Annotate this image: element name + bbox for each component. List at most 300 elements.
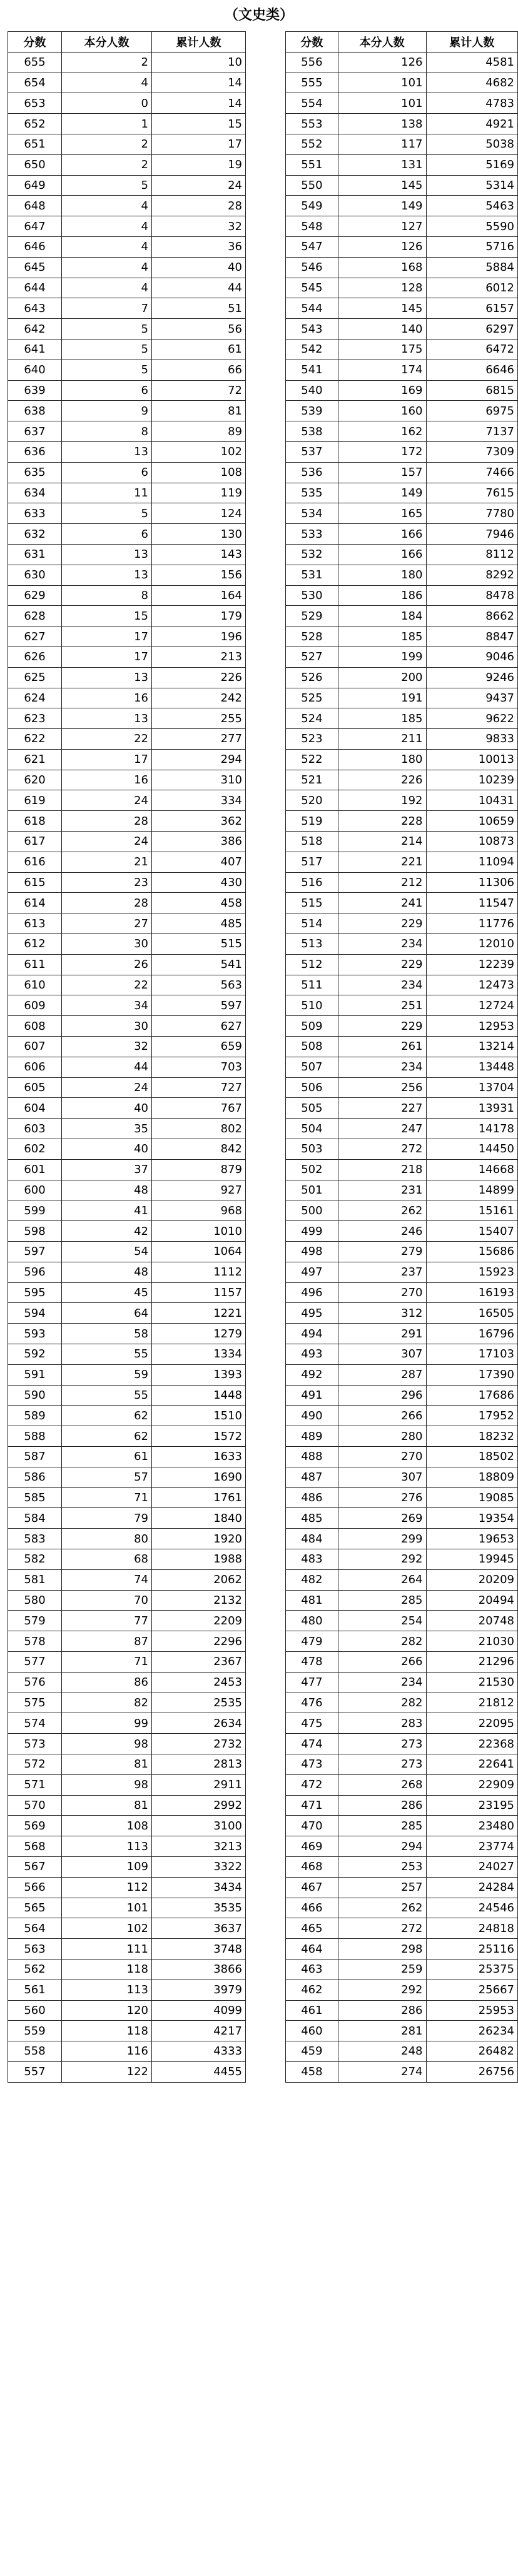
cumulative-cell: 1920 [152, 1529, 246, 1549]
score-cell: 640 [8, 360, 62, 380]
table-row [8, 1856, 246, 1877]
table-row [286, 975, 518, 995]
count-cell: 191 [338, 688, 426, 708]
score-cell: 636 [8, 441, 62, 462]
count-cell: 296 [338, 1385, 426, 1406]
cumulative-cell: 541 [152, 954, 246, 975]
count-cell: 273 [338, 1734, 426, 1754]
cumulative-cell: 2992 [152, 1795, 246, 1816]
count-cell: 180 [338, 749, 426, 770]
count-cell: 185 [338, 708, 426, 729]
score-cell: 560 [8, 2000, 62, 2021]
count-cell: 59 [62, 1364, 152, 1385]
cumulative-cell: 3100 [152, 1816, 246, 1836]
count-cell: 246 [338, 1221, 426, 1242]
cumulative-cell: 6012 [426, 278, 518, 298]
count-cell: 9 [62, 401, 152, 421]
cumulative-cell: 968 [152, 1200, 246, 1221]
table-row [8, 73, 246, 93]
header-count: 本分人数 [338, 32, 426, 53]
count-cell: 180 [338, 565, 426, 585]
count-cell: 165 [338, 503, 426, 524]
score-cell: 625 [8, 667, 62, 688]
cumulative-cell: 6157 [426, 298, 518, 319]
score-cell: 516 [286, 872, 338, 893]
table-row [8, 2021, 246, 2041]
cumulative-cell: 1510 [152, 1406, 246, 1426]
count-cell: 307 [338, 1467, 426, 1487]
cumulative-cell: 119 [152, 483, 246, 503]
table-row [286, 729, 518, 750]
cumulative-cell: 703 [152, 1057, 246, 1077]
score-cell: 624 [8, 688, 62, 708]
table-row [8, 1426, 246, 1447]
cumulative-cell: 5590 [426, 216, 518, 237]
score-cell: 519 [286, 811, 338, 832]
table-row [286, 1364, 518, 1385]
count-cell: 98 [62, 1774, 152, 1795]
score-cell: 639 [8, 380, 62, 401]
cumulative-cell: 32 [152, 216, 246, 237]
table-row [286, 134, 518, 154]
cumulative-cell: 22095 [426, 1713, 518, 1734]
count-cell: 145 [338, 298, 426, 319]
cumulative-cell: 196 [152, 626, 246, 647]
count-cell: 5 [62, 339, 152, 360]
cumulative-cell: 5884 [426, 257, 518, 278]
cumulative-cell: 294 [152, 749, 246, 770]
cumulative-cell: 2453 [152, 1672, 246, 1693]
cumulative-cell: 563 [152, 975, 246, 995]
score-cell: 609 [8, 995, 62, 1016]
cumulative-cell: 11547 [426, 893, 518, 913]
cumulative-cell: 21812 [426, 1693, 518, 1713]
count-cell: 57 [62, 1467, 152, 1487]
count-cell: 270 [338, 1446, 426, 1467]
table-row [286, 360, 518, 380]
score-cell: 654 [8, 73, 62, 93]
cumulative-cell: 2535 [152, 1693, 246, 1713]
table-row [8, 1221, 246, 1242]
table-row [286, 339, 518, 360]
cumulative-cell: 255 [152, 708, 246, 729]
cumulative-cell: 26234 [426, 2021, 518, 2041]
score-cell: 650 [8, 154, 62, 175]
count-cell: 112 [62, 1877, 152, 1898]
score-cell: 542 [286, 339, 338, 360]
count-cell: 21 [62, 852, 152, 872]
count-cell: 281 [338, 2021, 426, 2041]
cumulative-cell: 19085 [426, 1487, 518, 1508]
count-cell: 23 [62, 872, 152, 893]
cumulative-cell: 4783 [426, 93, 518, 114]
table-row [286, 1098, 518, 1119]
count-cell: 101 [338, 73, 426, 93]
table-row [286, 1324, 518, 1344]
cumulative-cell: 4455 [152, 2061, 246, 2082]
cumulative-cell: 51 [152, 298, 246, 319]
score-cell: 557 [8, 2061, 62, 2082]
score-cell: 614 [8, 893, 62, 913]
score-cell: 468 [286, 1856, 338, 1877]
count-cell: 269 [338, 1508, 426, 1529]
count-cell: 82 [62, 1693, 152, 1713]
cumulative-cell: 14668 [426, 1159, 518, 1180]
table-row [8, 1119, 246, 1139]
table-row [286, 257, 518, 278]
score-cell: 652 [8, 114, 62, 134]
cumulative-cell: 164 [152, 585, 246, 606]
count-cell: 109 [62, 1856, 152, 1877]
score-cell: 497 [286, 1262, 338, 1282]
score-cell: 470 [286, 1816, 338, 1836]
table-row [286, 1549, 518, 1569]
cumulative-cell: 21030 [426, 1631, 518, 1652]
table-row [286, 1611, 518, 1631]
count-cell: 127 [338, 216, 426, 237]
cumulative-cell: 22909 [426, 1774, 518, 1795]
count-cell: 2 [62, 154, 152, 175]
table-row [286, 73, 518, 93]
score-cell: 653 [8, 93, 62, 114]
table-row [8, 196, 246, 216]
count-cell: 55 [62, 1344, 152, 1365]
cumulative-cell: 226 [152, 667, 246, 688]
count-cell: 101 [62, 1898, 152, 1918]
score-cell: 504 [286, 1119, 338, 1139]
score-cell: 547 [286, 236, 338, 257]
table-row [286, 1774, 518, 1795]
count-cell: 13 [62, 667, 152, 688]
count-cell: 285 [338, 1590, 426, 1611]
score-cell: 595 [8, 1282, 62, 1303]
score-cell: 545 [286, 278, 338, 298]
score-cell: 469 [286, 1836, 338, 1857]
table-row [8, 995, 246, 1016]
table-row [286, 1282, 518, 1303]
score-cell: 528 [286, 626, 338, 647]
score-cell: 562 [8, 1959, 62, 1980]
score-cell: 524 [286, 708, 338, 729]
score-cell: 559 [8, 2021, 62, 2041]
cumulative-cell: 22368 [426, 1734, 518, 1754]
table-row [286, 1344, 518, 1365]
table-row [286, 1754, 518, 1774]
count-cell: 149 [338, 483, 426, 503]
score-cell: 570 [8, 1795, 62, 1816]
cumulative-cell: 842 [152, 1139, 246, 1160]
count-cell: 298 [338, 1939, 426, 1960]
score-cell: 543 [286, 319, 338, 340]
cumulative-cell: 66 [152, 360, 246, 380]
score-cell: 474 [286, 1734, 338, 1754]
cumulative-cell: 7780 [426, 503, 518, 524]
cumulative-cell: 11306 [426, 872, 518, 893]
table-row [286, 606, 518, 626]
count-cell: 4 [62, 196, 152, 216]
table-row [286, 196, 518, 216]
cumulative-cell: 9833 [426, 729, 518, 750]
table-row [8, 1754, 246, 1774]
count-cell: 2 [62, 52, 152, 73]
table-row [8, 1467, 246, 1487]
score-cell: 651 [8, 134, 62, 154]
count-cell: 214 [338, 832, 426, 852]
score-cell: 601 [8, 1159, 62, 1180]
count-cell: 5 [62, 360, 152, 380]
score-cell: 571 [8, 1774, 62, 1795]
count-cell: 101 [338, 93, 426, 114]
table-row [8, 1344, 246, 1365]
count-cell: 24 [62, 832, 152, 852]
cumulative-cell: 2367 [152, 1651, 246, 1672]
cumulative-cell: 2132 [152, 1590, 246, 1611]
count-cell: 227 [338, 1098, 426, 1119]
count-cell: 268 [338, 1774, 426, 1795]
count-cell: 68 [62, 1549, 152, 1569]
table-row [286, 1467, 518, 1487]
count-cell: 229 [338, 954, 426, 975]
score-cell: 591 [8, 1364, 62, 1385]
cumulative-cell: 6975 [426, 401, 518, 421]
count-cell: 81 [62, 1754, 152, 1774]
cumulative-cell: 20494 [426, 1590, 518, 1611]
table-row [286, 1446, 518, 1467]
score-cell: 509 [286, 1016, 338, 1037]
score-cell: 461 [286, 2000, 338, 2021]
score-cell: 613 [8, 913, 62, 934]
table-row [8, 1877, 246, 1898]
table-row [286, 954, 518, 975]
count-cell: 1 [62, 114, 152, 134]
score-cell: 552 [286, 134, 338, 154]
table-row [286, 667, 518, 688]
cumulative-cell: 597 [152, 995, 246, 1016]
score-cell: 501 [286, 1180, 338, 1200]
cumulative-cell: 13214 [426, 1037, 518, 1057]
score-cell: 634 [8, 483, 62, 503]
cumulative-cell: 5169 [426, 154, 518, 175]
count-cell: 74 [62, 1569, 152, 1590]
table-row [286, 1242, 518, 1262]
cumulative-cell: 10431 [426, 790, 518, 811]
table-row [286, 1200, 518, 1221]
table-row [8, 1324, 246, 1344]
cumulative-cell: 1633 [152, 1446, 246, 1467]
count-cell: 4 [62, 278, 152, 298]
score-cell: 553 [286, 114, 338, 134]
count-cell: 8 [62, 421, 152, 442]
score-cell: 540 [286, 380, 338, 401]
table-row [286, 93, 518, 114]
table-row [286, 278, 518, 298]
cumulative-cell: 3866 [152, 1959, 246, 1980]
score-cell: 529 [286, 606, 338, 626]
score-cell: 476 [286, 1693, 338, 1713]
score-cell: 581 [8, 1569, 62, 1590]
table-row [286, 893, 518, 913]
cumulative-cell: 9622 [426, 708, 518, 729]
score-cell: 572 [8, 1754, 62, 1774]
cumulative-cell: 1010 [152, 1221, 246, 1242]
table-row [286, 236, 518, 257]
cumulative-cell: 143 [152, 544, 246, 565]
cumulative-cell: 18232 [426, 1426, 518, 1447]
score-cell: 627 [8, 626, 62, 647]
score-cell: 483 [286, 1549, 338, 1569]
count-cell: 37 [62, 1159, 152, 1180]
count-cell: 292 [338, 1549, 426, 1569]
score-cell: 588 [8, 1426, 62, 1447]
count-cell: 24 [62, 1077, 152, 1098]
cumulative-cell: 3213 [152, 1836, 246, 1857]
score-cell: 531 [286, 565, 338, 585]
cumulative-cell: 26482 [426, 2041, 518, 2062]
cumulative-cell: 2813 [152, 1754, 246, 1774]
table-row [8, 93, 246, 114]
score-table-left [8, 31, 246, 2083]
score-cell: 633 [8, 503, 62, 524]
cumulative-cell: 56 [152, 319, 246, 340]
cumulative-cell: 13448 [426, 1057, 518, 1077]
count-cell: 282 [338, 1631, 426, 1652]
table-row [286, 647, 518, 667]
score-cell: 573 [8, 1734, 62, 1754]
count-cell: 218 [338, 1159, 426, 1180]
table-row [286, 626, 518, 647]
count-cell: 102 [62, 1918, 152, 1939]
table-row [8, 708, 246, 729]
count-cell: 169 [338, 380, 426, 401]
table-row [8, 647, 246, 667]
cumulative-cell: 12010 [426, 934, 518, 955]
cumulative-cell: 24 [152, 175, 246, 196]
table-row [8, 544, 246, 565]
cumulative-cell: 10659 [426, 811, 518, 832]
table-row [286, 319, 518, 340]
count-cell: 291 [338, 1324, 426, 1344]
cumulative-cell: 1448 [152, 1385, 246, 1406]
count-cell: 4 [62, 257, 152, 278]
count-cell: 62 [62, 1426, 152, 1447]
cumulative-cell: 10239 [426, 770, 518, 790]
count-cell: 86 [62, 1672, 152, 1693]
score-cell: 502 [286, 1159, 338, 1180]
table-row [8, 380, 246, 401]
cumulative-cell: 2732 [152, 1734, 246, 1754]
table-row [8, 2000, 246, 2021]
score-cell: 617 [8, 832, 62, 852]
table-row [8, 1242, 246, 1262]
cumulative-cell: 1761 [152, 1487, 246, 1508]
cumulative-cell: 15686 [426, 1242, 518, 1262]
cumulative-cell: 14450 [426, 1139, 518, 1160]
count-cell: 312 [338, 1303, 426, 1324]
score-cell: 621 [8, 749, 62, 770]
cumulative-cell: 659 [152, 1037, 246, 1057]
count-cell: 168 [338, 257, 426, 278]
score-cell: 465 [286, 1918, 338, 1939]
cumulative-cell: 1690 [152, 1467, 246, 1487]
cumulative-cell: 8662 [426, 606, 518, 626]
table-row [8, 503, 246, 524]
table-row [286, 1734, 518, 1754]
table-row [8, 52, 246, 73]
cumulative-cell: 20748 [426, 1611, 518, 1631]
score-cell: 480 [286, 1611, 338, 1631]
score-cell: 616 [8, 852, 62, 872]
score-cell: 517 [286, 852, 338, 872]
count-cell: 229 [338, 1016, 426, 1037]
cumulative-cell: 89 [152, 421, 246, 442]
count-cell: 2 [62, 134, 152, 154]
score-cell: 600 [8, 1180, 62, 1200]
count-cell: 87 [62, 1631, 152, 1652]
cumulative-cell: 24284 [426, 1877, 518, 1898]
count-cell: 24 [62, 790, 152, 811]
table-row [8, 1672, 246, 1693]
cumulative-cell: 1279 [152, 1324, 246, 1344]
score-cell: 577 [8, 1651, 62, 1672]
count-cell: 259 [338, 1959, 426, 1980]
score-cell: 487 [286, 1467, 338, 1487]
header-cumulative: 累计人数 [152, 32, 246, 53]
score-cell: 526 [286, 667, 338, 688]
score-cell: 655 [8, 52, 62, 73]
count-cell: 4 [62, 236, 152, 257]
cumulative-cell: 44 [152, 278, 246, 298]
cumulative-cell: 6815 [426, 380, 518, 401]
count-cell: 6 [62, 380, 152, 401]
table-row [286, 913, 518, 934]
table-row [286, 1426, 518, 1447]
score-cell: 513 [286, 934, 338, 955]
cumulative-cell: 108 [152, 462, 246, 483]
count-cell: 30 [62, 1016, 152, 1037]
count-cell: 118 [62, 2021, 152, 2041]
table-row [286, 832, 518, 852]
table-row [8, 257, 246, 278]
cumulative-cell: 12953 [426, 1016, 518, 1037]
score-cell: 610 [8, 975, 62, 995]
score-cell: 535 [286, 483, 338, 503]
count-cell: 16 [62, 688, 152, 708]
score-cell: 536 [286, 462, 338, 483]
score-cell: 508 [286, 1037, 338, 1057]
table-row [286, 1221, 518, 1242]
table-row [286, 1816, 518, 1836]
cumulative-cell: 9437 [426, 688, 518, 708]
score-cell: 490 [286, 1406, 338, 1426]
table-row [8, 770, 246, 790]
score-cell: 511 [286, 975, 338, 995]
count-cell: 5 [62, 503, 152, 524]
table-row [8, 236, 246, 257]
cumulative-cell: 25116 [426, 1939, 518, 1960]
cumulative-cell: 2062 [152, 1569, 246, 1590]
table-row [286, 749, 518, 770]
score-cell: 459 [286, 2041, 338, 2062]
table-row [286, 1406, 518, 1426]
count-cell: 266 [338, 1651, 426, 1672]
cumulative-cell: 2911 [152, 1774, 246, 1795]
count-cell: 118 [62, 1959, 152, 1980]
score-cell: 642 [8, 319, 62, 340]
count-cell: 234 [338, 1672, 426, 1693]
score-cell: 592 [8, 1344, 62, 1365]
count-cell: 138 [338, 114, 426, 134]
cumulative-cell: 10873 [426, 832, 518, 852]
